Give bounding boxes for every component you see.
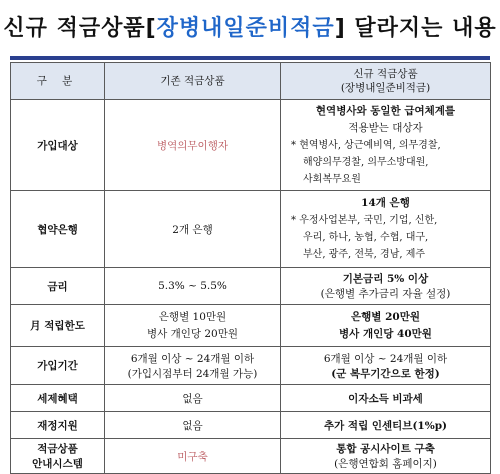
old-eligibility-text: 병역의무이행자	[156, 139, 228, 152]
new-period-1: 6개월 이상 ~ 24개월 이하	[323, 352, 448, 365]
new-banks-list	[285, 212, 486, 263]
row-label-period: 가입기간	[11, 347, 105, 385]
table-row	[11, 347, 491, 385]
old-monthly-limit-1: 은행별 10만원	[158, 310, 227, 323]
new-eligibility-list	[285, 137, 486, 188]
table-row	[11, 385, 491, 412]
title-highlight: 장병내일준비적금	[156, 15, 335, 41]
row-label-monthly-limit: 月 적립한도	[11, 305, 105, 347]
row-label-guide	[11, 439, 105, 474]
table-row	[11, 191, 491, 268]
new-rate	[281, 268, 491, 305]
header-new-line1: 신규 적금상품	[353, 68, 418, 80]
title-suffix: ] 달라지는 내용	[334, 15, 497, 41]
new-eligibility-main2: 적용받는 대상자	[348, 121, 423, 134]
title-divider	[10, 56, 490, 60]
new-eligibility-list2: 해양의무경찰, 의무소방대원,	[303, 156, 429, 168]
header-new-line2: (장병내일준비적금)	[340, 82, 431, 94]
new-support: 추가 적립 인센티브(1%p)	[281, 412, 491, 439]
row-label-rate: 금리	[11, 268, 105, 305]
row-label-support: 재정지원	[11, 412, 105, 439]
new-monthly-limit-2: 병사 개인당 40만원	[339, 327, 432, 340]
old-support: 없음	[105, 412, 281, 439]
old-monthly-limit-2: 병사 개인당 20만원	[146, 327, 239, 340]
old-period-2: (가입시점부터 24개월 가능)	[127, 367, 258, 380]
row-label-guide-1: 적금상품	[37, 443, 78, 455]
new-period	[281, 347, 491, 385]
new-banks-main: 14개 은행	[361, 197, 410, 209]
table-header-row	[11, 63, 491, 100]
table-row	[11, 268, 491, 305]
header-old: 기존 적금상품	[105, 63, 281, 100]
comparison-table	[10, 62, 491, 474]
old-eligibility	[105, 100, 281, 191]
new-banks	[281, 191, 491, 268]
new-banks-list2: 우리, 하나, 농협, 수협, 대구,	[303, 232, 429, 243]
new-eligibility-list1: * 현역병사, 상근예비역, 의무경찰,	[291, 137, 486, 154]
title-prefix: 신규 적금상품[	[3, 15, 157, 41]
new-monthly-limit	[281, 305, 491, 347]
table-row	[11, 100, 491, 191]
table-row	[11, 412, 491, 439]
new-rate-sub: (은행별 추가금리 자율 설정)	[320, 288, 451, 300]
row-label-guide-2: 안내시스템	[32, 458, 83, 470]
new-tax: 이자소득 비과세	[281, 385, 491, 412]
old-monthly-limit	[105, 305, 281, 347]
new-guide-1: 통합 공시사이트 구축	[336, 443, 435, 455]
new-guide-2: (은행연합회 홈페이지)	[334, 458, 437, 470]
old-period	[105, 347, 281, 385]
new-monthly-limit-1: 은행별 20만원	[351, 310, 420, 323]
page-title	[0, 0, 500, 52]
new-rate-main: 기본금리 5% 이상	[342, 273, 429, 285]
new-eligibility	[281, 100, 491, 191]
row-label-tax: 세제혜택	[11, 385, 105, 412]
new-eligibility-list3: 사회복무요원	[303, 173, 361, 185]
old-period-1: 6개월 이상 ~ 24개월 이하	[130, 352, 255, 365]
new-banks-list1: * 우정사업본부, 국민, 기업, 신한,	[291, 212, 486, 229]
new-period-2: (군 복무기간으로 한정)	[331, 367, 440, 380]
new-eligibility-main1: 현역병사와 동일한 급여체계를	[315, 104, 456, 117]
header-category: 구 분	[11, 63, 105, 100]
old-tax: 없음	[105, 385, 281, 412]
row-label-eligibility: 가입대상	[11, 100, 105, 191]
header-new	[281, 63, 491, 100]
table-row	[11, 305, 491, 347]
old-guide	[105, 439, 281, 474]
old-rate: 5.3% ~ 5.5%	[105, 268, 281, 305]
old-guide-text: 미구축	[177, 450, 208, 463]
old-banks: 2개 은행	[105, 191, 281, 268]
row-label-banks: 협약은행	[11, 191, 105, 268]
table-row	[11, 439, 491, 474]
new-guide	[281, 439, 491, 474]
new-banks-list3: 부산, 광주, 전북, 경남, 제주	[303, 249, 426, 260]
